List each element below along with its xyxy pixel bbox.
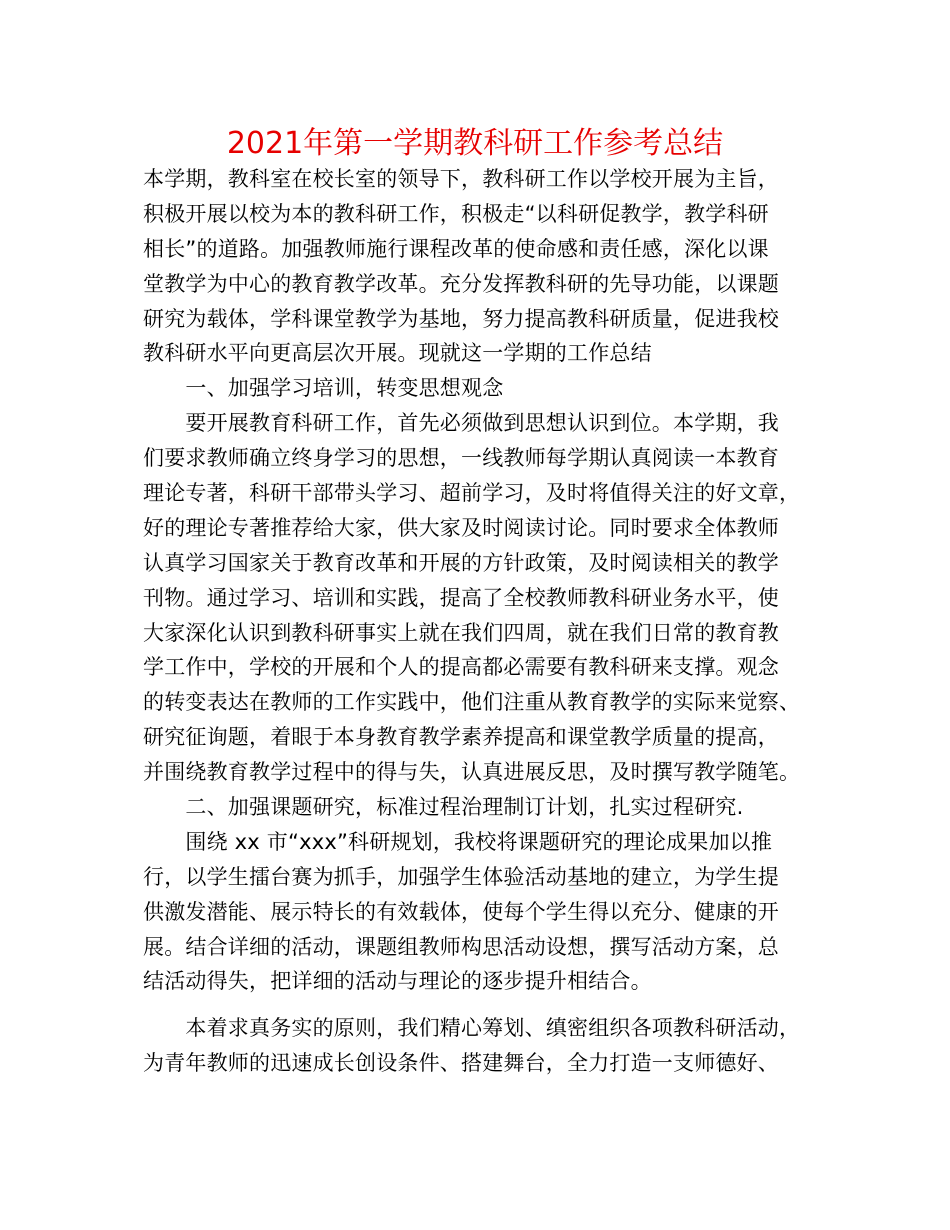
body-line: 要开展教育科研工作，首先必须做到思想认识到位。本学期，我 — [143, 411, 779, 436]
paragraph-gap — [143, 999, 823, 1011]
document-body — [143, 162, 823, 1081]
body-line: 结活动得失，把详细的活动与理论的逐步提升相结合。 — [143, 969, 652, 994]
body-line: 刊物。通过学习、培训和实践，提高了全校教师教科研业务水平，使 — [143, 585, 779, 610]
body-line: 研究为载体，学科课堂教学为基地，努力提高教科研质量，促进我校 — [143, 306, 779, 331]
body-line: 展。结合详细的活动，课题组教师构思活动设想，撰写活动方案，总 — [143, 934, 779, 959]
body-line: 大家深化认识到教科研事实上就在我们四周，就在我们日常的教育教 — [143, 620, 779, 645]
body-line: 认真学习国家关于教育改革和开展的方针政策，及时阅读相关的教学 — [143, 550, 779, 575]
body-line: 教科研水平向更高层次开展。现就这一学期的工作总结 — [143, 341, 652, 366]
section-heading: 二、加强课题研究，标准过程治理制订计划，扎实过程研究. — [143, 795, 744, 820]
body-line: 相长”的道路。加强教师施行课程改革的使命感和责任感，深化以课 — [143, 236, 769, 261]
body-line: 的转变表达在教师的工作实践中，他们注重从教育教学的实际来觉察、 — [143, 690, 801, 715]
body-line: 行，以学生擂台赛为抓手，加强学生体验活动基地的建立，为学生提 — [143, 864, 779, 889]
body-line: 好的理论专著推荐给大家，供大家及时阅读讨论。同时要求全体教师 — [143, 515, 779, 540]
body-line: 供激发潜能、展示特长的有效载体，使每个学生得以充分、健康的开 — [143, 899, 779, 924]
body-line: 学工作中，学校的开展和个人的提高都必需要有教科研来支撑。观念 — [143, 655, 779, 680]
body-line: 堂教学为中心的教育教学改革。充分发挥教科研的先导功能，以课题 — [143, 271, 779, 296]
section-heading: 一、加强学习培训，转变思想观念 — [143, 376, 504, 401]
body-line: 本学期，教科室在校长室的领导下，教科研工作以学校开展为主旨， — [143, 167, 779, 191]
document-title: 2021年第一学期教科研工作参考总结 — [226, 126, 724, 161]
body-line: 研究征询题，着眼于本身教育教学素养提高和课堂教学质量的提高， — [143, 725, 779, 750]
body-line: 本着求真务实的原则，我们精心筹划、缜密组织各项教科研活动， — [143, 1016, 801, 1041]
body-line: 们要求教师确立终身学习的思想，一线教师每学期认真阅读一本教育 — [143, 446, 779, 471]
body-line: 积极开展以校为本的教科研工作，积极走“以科研促教学，教学科研 — [143, 201, 769, 226]
body-line: 并围绕教育教学过程中的得与失，认真进展反思，及时撰写教学随笔。 — [143, 760, 801, 785]
body-line: 围绕 xx 市“xxx”科研规划，我校将课题研究的理论成果加以推 — [143, 829, 773, 854]
body-line: 为青年教师的迅速成长创设条件、搭建舞台，全力打造一支师德好、 — [143, 1051, 779, 1076]
body-line: 理论专著，科研干部带头学习、超前学习，及时将值得关注的好文章， — [143, 481, 801, 506]
